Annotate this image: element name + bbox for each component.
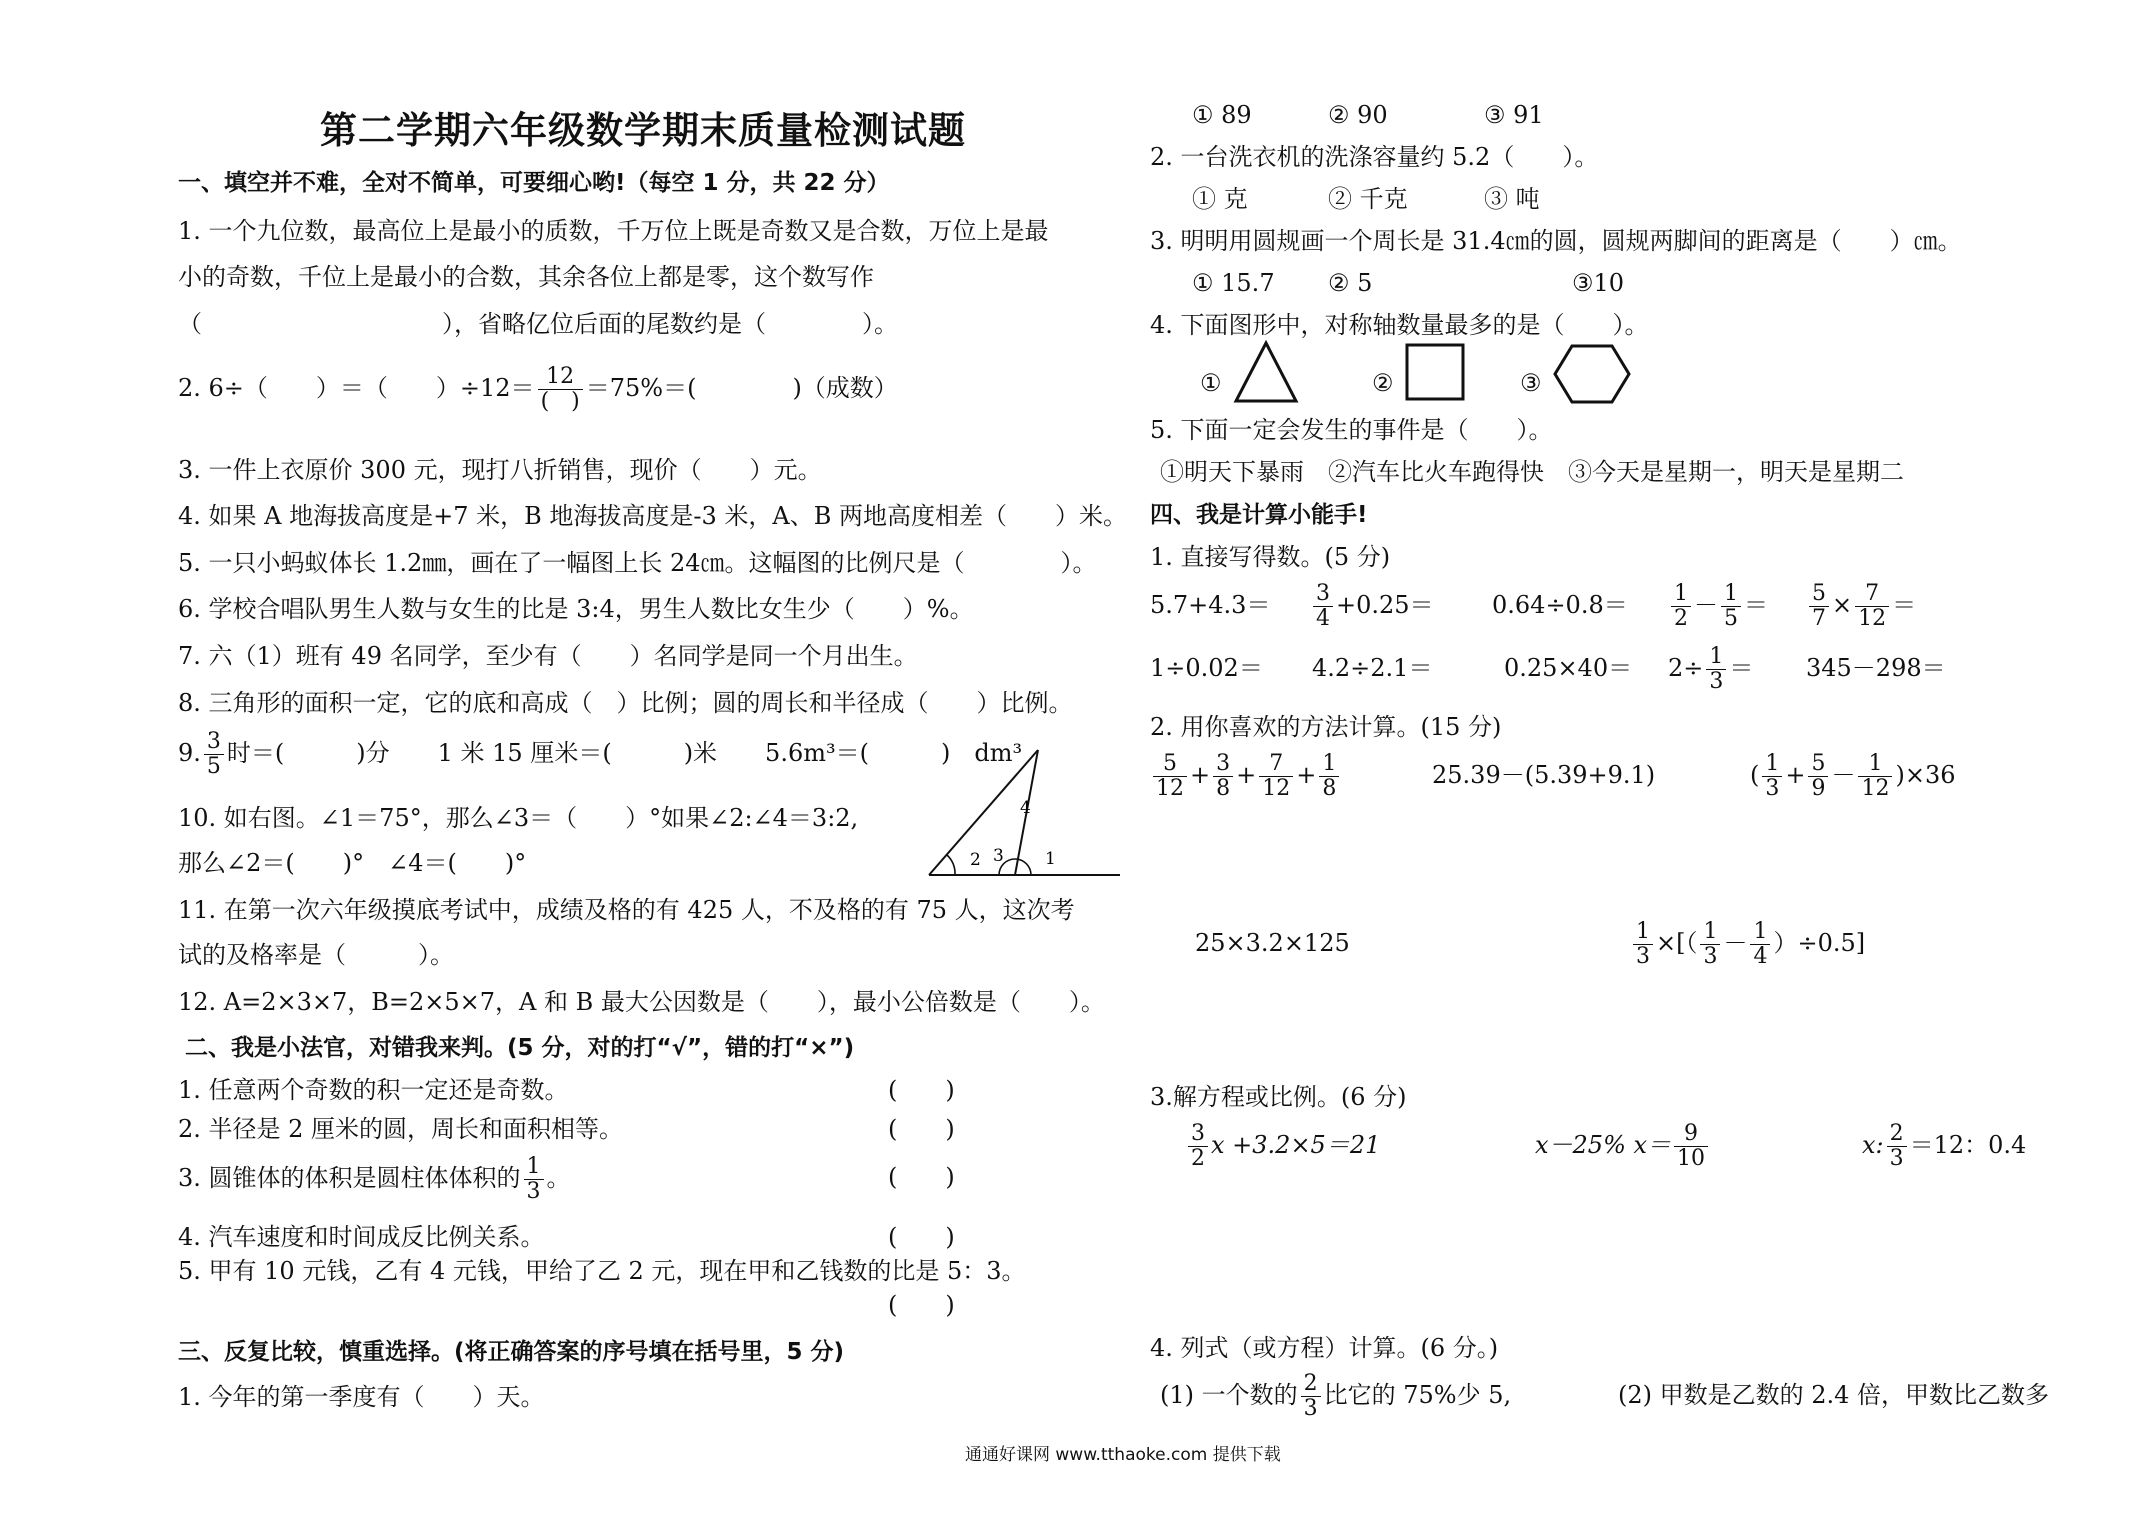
numerator: 1 xyxy=(1700,920,1720,945)
q1-2-text-a: 2. 6÷（ ）＝（ ）÷12＝ xyxy=(178,374,535,402)
q1-9-text: 时＝( )分 1 米 15 厘米＝( )米 5.6m³＝( ) dm³ xyxy=(226,739,1023,767)
numerator: 1 xyxy=(1633,920,1653,945)
q3-3: 3. 明明用圆规画一个周长是 31.4㎝的圆，圆规两脚间的距离是（ ）㎝。 xyxy=(1150,227,1962,255)
denominator: 3 xyxy=(1889,1146,1904,1171)
numerator: 7 xyxy=(1259,752,1293,777)
calc-2b: 4.2÷2.1＝ xyxy=(1312,654,1433,682)
numerator: 3 xyxy=(204,730,224,755)
equation-2 xyxy=(1535,1110,1711,1180)
q1-9-fraction xyxy=(204,730,224,779)
fraction-1-3 xyxy=(1706,645,1726,694)
calc-part-4: 4. 列式（或方程）计算。(6 分。) xyxy=(1150,1334,1499,1362)
plus-sign: + xyxy=(1296,761,1317,789)
numerator: 3 xyxy=(1313,582,1333,607)
q3-2: 2. 一台洗衣机的洗涤容量约 5.2（ ）。 xyxy=(1150,143,1599,171)
equation-1-text: x +3.2×5＝21 xyxy=(1211,1131,1381,1159)
plus-sign: + xyxy=(1236,761,1257,789)
calc-2d xyxy=(1668,633,1753,703)
calc-c5-text-b: ）÷0.5] xyxy=(1773,929,1866,957)
fraction-1-2 xyxy=(1671,582,1691,631)
equation-1 xyxy=(1185,1110,1380,1180)
numerator: 12 xyxy=(538,365,583,390)
word-problem-1 xyxy=(1160,1360,1511,1430)
angle-diagram xyxy=(925,745,1125,880)
denominator: 12 xyxy=(1262,776,1291,801)
calc-1d xyxy=(1668,570,1768,640)
q3-4-opt1: ① xyxy=(1200,369,1222,397)
minus-sign: － xyxy=(1723,929,1748,957)
denominator: 3 xyxy=(1765,776,1780,801)
q2-4: 4. 汽车速度和时间成反比例关系。 xyxy=(178,1223,545,1251)
fraction-5-7 xyxy=(1809,582,1829,631)
numerator: 1 xyxy=(1706,645,1726,670)
denominator: 5 xyxy=(1724,606,1738,631)
calc-2c: 0.25×40＝ xyxy=(1504,654,1633,682)
denominator: 10 xyxy=(1677,1146,1706,1171)
denominator: 12 xyxy=(1858,606,1887,631)
denominator: 4 xyxy=(1316,606,1330,631)
plus-sign: + xyxy=(1190,761,1211,789)
q1-2-fraction xyxy=(538,365,583,414)
equation-3 xyxy=(1862,1110,2026,1180)
minus-sign: － xyxy=(1831,761,1856,789)
q3-5: 5. 下面一定会发生的事件是（ ）。 xyxy=(1150,416,1553,444)
q3-4: 4. 下面图形中，对称轴数量最多的是（ ）。 xyxy=(1150,311,1649,339)
q2-3-paren: ( ) xyxy=(888,1163,955,1191)
q3-3-opt2: ② 5 xyxy=(1328,269,1373,297)
fraction xyxy=(1259,752,1293,801)
q3-4-opt3: ③ xyxy=(1520,369,1542,397)
q2-2: 2. 半径是 2 厘米的圆，周长和面积相等。 xyxy=(178,1115,624,1143)
q1-2 xyxy=(178,358,898,418)
calc-1c: 0.64÷0.8＝ xyxy=(1492,591,1628,619)
denominator: 4 xyxy=(1753,944,1768,969)
q1-11-line2: 试的及格率是（ ）。 xyxy=(178,941,454,969)
section-2-heading: 二、我是小法官，对错我来判。(5 分，对的打“√”，错的打“×”) xyxy=(185,1035,855,1061)
denominator: 8 xyxy=(1322,776,1337,801)
triangle-shape xyxy=(1232,340,1300,404)
fraction xyxy=(1301,1372,1321,1421)
numerator: 2 xyxy=(1887,1122,1907,1147)
q2-2-paren: ( ) xyxy=(888,1115,955,1143)
denominator: 3 xyxy=(1636,944,1650,969)
fraction xyxy=(1858,752,1892,801)
angle-label-4: 4 xyxy=(1020,798,1031,818)
fraction xyxy=(1750,920,1770,969)
minus-sign: － xyxy=(1694,591,1718,619)
fraction xyxy=(1633,920,1653,969)
q2-5-paren: ( ) xyxy=(888,1291,955,1319)
fraction xyxy=(1887,1122,1907,1171)
numerator: 9 xyxy=(1674,1122,1708,1147)
q1-2-text-b: ＝75%＝( )（成数） xyxy=(585,374,898,402)
numerator: 7 xyxy=(1855,582,1889,607)
calc-1b-text: +0.25＝ xyxy=(1336,591,1434,619)
word-problem-1-text-b: 比它的 75%少 5, xyxy=(1323,1381,1512,1409)
calc-c1 xyxy=(1150,740,1342,810)
calc-c5-text-a: ×[（ xyxy=(1656,929,1698,957)
q2-4-paren: ( ) xyxy=(888,1223,955,1251)
q1-6: 6. 学校合唱队男生人数与女生的比是 3:4，男生人数比女生少（ ）%。 xyxy=(178,595,974,623)
close-times: )×36 xyxy=(1895,761,1956,789)
open-paren: ( xyxy=(1750,761,1760,789)
denominator: 3 xyxy=(1703,944,1718,969)
section-3-heading: 三、反复比较，慎重选择。(将正确答案的序号填在括号里，5 分) xyxy=(178,1339,845,1365)
q1-10-line2: 那么∠2＝( )° ∠4＝( )° xyxy=(178,849,527,877)
denominator: 9 xyxy=(1811,776,1826,801)
q1-1-line1: 1. 一个九位数，最高位上是最小的质数，千万位上既是奇数又是合数，万位上是最 xyxy=(178,217,1049,245)
fraction xyxy=(1188,1122,1208,1171)
q3-4-opt2: ② xyxy=(1372,369,1394,397)
denominator: 12 xyxy=(1861,776,1890,801)
q3-1-opt2: ② 90 xyxy=(1328,101,1388,129)
calc-part-2: 2. 用你喜欢的方法计算。(15 分) xyxy=(1150,713,1502,741)
q1-7: 7. 六（1）班有 49 名同学，至少有（ ）名同学是同一个月出生。 xyxy=(178,642,918,670)
calc-c2: 25.39－(5.39+9.1) xyxy=(1432,761,1656,789)
q2-3-text: 3. 圆锥体的体积是圆柱体体积的 xyxy=(178,1164,521,1192)
calc-1b xyxy=(1310,570,1434,640)
denominator: 8 xyxy=(1216,776,1231,801)
numerator: 1 xyxy=(1721,582,1741,607)
q1-8: 8. 三角形的面积一定，它的底和高成（ ）比例；圆的周长和半径成（ ）比例。 xyxy=(178,689,1073,717)
q1-1-line3: （ ），省略亿位后面的尾数约是（ ）。 xyxy=(178,310,898,338)
fraction xyxy=(1319,752,1339,801)
numerator: 5 xyxy=(1809,582,1829,607)
calc-1e xyxy=(1806,570,1916,640)
calc-2a: 1÷0.02＝ xyxy=(1150,654,1263,682)
footer: 通通好课网 www.tthaoke.com 提供下载 xyxy=(965,1445,1281,1465)
q1-9-num: 9. xyxy=(178,739,201,767)
q1-4: 4. 如果 A 地海拔高度是+7 米，B 地海拔高度是-3 米，A、B 两地高度相差（ ）米。 xyxy=(178,502,1127,530)
denominator: ( ) xyxy=(540,389,580,414)
numerator: 1 xyxy=(1858,752,1892,777)
denominator: 3 xyxy=(526,1179,541,1204)
calc-2e: 345－298＝ xyxy=(1806,654,1946,682)
q1-10-line1: 10. 如右图。∠1＝75°，那么∠3＝（ ）°如果∠2:∠4＝3:2, xyxy=(178,804,859,832)
page-title: 第二学期六年级数学期末质量检测试题 xyxy=(320,109,966,152)
fraction-3-4 xyxy=(1313,582,1333,631)
denominator: 5 xyxy=(206,754,221,779)
fraction xyxy=(1700,920,1720,969)
q2-5: 5. 甲有 10 元钱，乙有 4 元钱，甲给了乙 2 元，现在甲和乙钱数的比是 5：3。 xyxy=(178,1257,1026,1285)
equals-sign: ＝ xyxy=(1729,654,1754,682)
fraction-7-12 xyxy=(1855,582,1889,631)
q3-2-opt1: ① 克 xyxy=(1192,185,1248,213)
square-shape xyxy=(1404,342,1468,402)
q3-2-opt3: ③ 吨 xyxy=(1484,185,1540,213)
q1-1-line2: 小的奇数，千位上是最小的合数，其余各位上都是零，这个数写作 xyxy=(178,263,874,291)
equation-3-text-b: ＝12：0.4 xyxy=(1909,1131,2027,1159)
word-problem-1-text-a: (1) 一个数的 xyxy=(1160,1381,1298,1409)
q1-9 xyxy=(178,723,1022,783)
q3-1-opt3: ③ 91 xyxy=(1484,101,1544,129)
q1-3: 3. 一件上衣原价 300 元，现打八折销售，现价（ ）元。 xyxy=(178,456,822,484)
fraction-1-5 xyxy=(1721,582,1741,631)
q2-1-paren: ( ) xyxy=(888,1076,955,1104)
numerator: 1 xyxy=(1319,752,1339,777)
q2-3-fraction xyxy=(524,1155,544,1204)
equation-3-text-a: x: xyxy=(1862,1131,1884,1159)
angle-label-3: 3 xyxy=(993,846,1004,866)
calc-part-3: 3.解方程或比例。(6 分) xyxy=(1150,1083,1407,1111)
fraction xyxy=(1762,752,1782,801)
section-4-heading: 四、我是计算小能手! xyxy=(1150,502,1368,528)
q1-11-line1: 11. 在第一次六年级摸底考试中，成绩及格的有 425 人，不及格的有 75 人，这次考 xyxy=(178,896,1075,924)
q2-1: 1. 任意两个奇数的积一定还是奇数。 xyxy=(178,1076,569,1104)
numerator: 1 xyxy=(524,1155,544,1180)
equals-sign: ＝ xyxy=(1892,591,1917,619)
q3-1-opt1: ① 89 xyxy=(1192,101,1252,129)
calc-part-1: 1. 直接写得数。(5 分) xyxy=(1150,543,1391,571)
q2-3 xyxy=(178,1148,571,1208)
denominator: 12 xyxy=(1156,776,1184,801)
hexagon-shape xyxy=(1552,343,1632,405)
denominator: 2 xyxy=(1674,606,1688,631)
word-problem-2: (2) 甲数是乙数的 2.4 倍，甲数比乙数多 xyxy=(1618,1381,2050,1409)
calc-c5 xyxy=(1630,908,1865,978)
angle-label-2: 2 xyxy=(970,850,981,870)
numerator: 3 xyxy=(1188,1122,1208,1147)
calc-c4: 25×3.2×125 xyxy=(1195,929,1350,957)
denominator: 2 xyxy=(1191,1146,1205,1171)
numerator: 1 xyxy=(1671,582,1691,607)
q3-3-opt3: ③10 xyxy=(1572,269,1625,297)
numerator: 2 xyxy=(1301,1372,1321,1397)
denominator: 7 xyxy=(1812,606,1826,631)
denominator: 3 xyxy=(1709,669,1724,694)
q3-2-opt2: ② 千克 xyxy=(1328,185,1408,213)
numerator: 5 xyxy=(1808,752,1828,777)
calc-1a: 5.7+4.3＝ xyxy=(1150,591,1271,619)
times-sign: × xyxy=(1832,591,1853,619)
calc-row-1 xyxy=(1150,570,1270,640)
q2-3-end: 。 xyxy=(546,1164,571,1192)
fraction xyxy=(1808,752,1828,801)
numerator: 1 xyxy=(1762,752,1782,777)
fraction xyxy=(1153,752,1187,801)
fraction xyxy=(1213,752,1233,801)
q1-12: 12. A=2×3×7，B=2×5×7，A 和 B 最大公因数是（ ），最小公倍数是（ ）。 xyxy=(178,988,1105,1016)
numerator: 3 xyxy=(1213,752,1233,777)
q3-3-opt1: ① 15.7 xyxy=(1192,269,1275,297)
q3-1: 1. 今年的第一季度有（ ）天。 xyxy=(178,1383,545,1411)
section-1-heading: 一、填空并不难，全对不简单，可要细心哟!（每空 1 分，共 22 分） xyxy=(178,170,890,196)
q3-5-options: ①明天下暴雨 ②汽车比火车跑得快 ③今天是星期一，明天是星期二 xyxy=(1160,458,1904,486)
equals-sign: ＝ xyxy=(1744,591,1768,619)
fraction xyxy=(1674,1122,1708,1171)
denominator: 3 xyxy=(1303,1396,1318,1421)
angle-label-1: 1 xyxy=(1045,849,1056,869)
plus-sign: + xyxy=(1785,761,1806,789)
calc-2d-text: 2÷ xyxy=(1668,654,1704,682)
q1-5: 5. 一只小蚂蚁体长 1.2㎜，画在了一幅图上长 24㎝。这幅图的比例尺是（ ）。 xyxy=(178,549,1097,577)
equation-2-text: x－25% x＝ xyxy=(1535,1131,1672,1159)
numerator: 1 xyxy=(1750,920,1770,945)
calc-c3 xyxy=(1750,740,1956,810)
numerator: 5 xyxy=(1153,752,1187,777)
